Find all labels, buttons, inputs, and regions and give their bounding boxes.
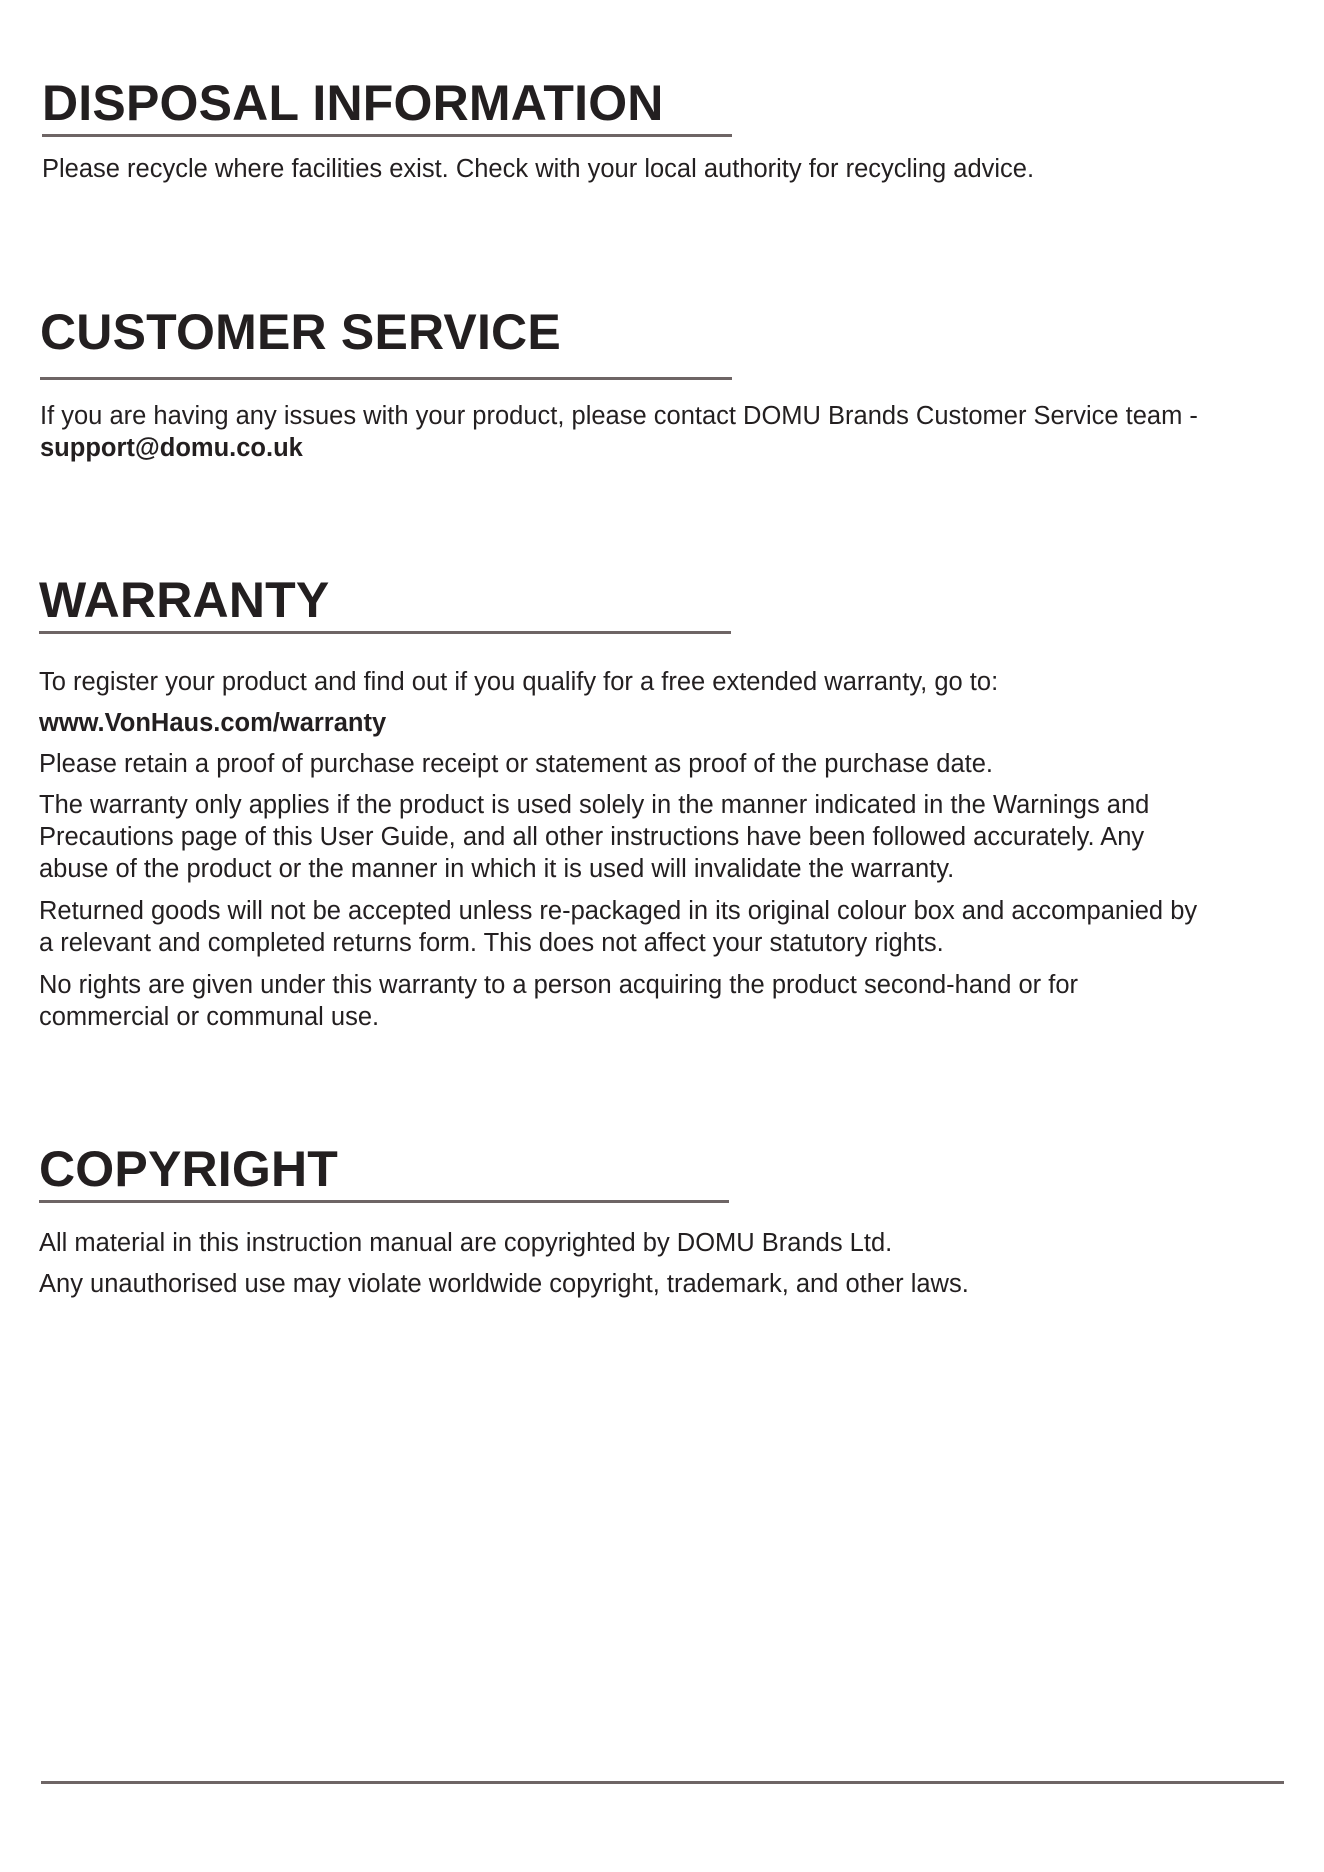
copyright-heading: COPYRIGHT [39,1141,339,1197]
customer-service-text [40,400,1200,464]
copyright-section [39,1140,1199,1300]
warranty-usage-text: The warranty only applies if the product is used solely in the manner indicated in the Warnings and Precautions page of this User Guide, and all other instructions have been followed accurately. Any abuse of the product or the manner in which it is used will invalidate the warranty. [39,791,1150,883]
disposal-heading: DISPOSAL INFORMATION [42,75,664,131]
warranty-returns-text: Returned goods will not be accepted unless re-packaged in its original colour box and accompanied by a relevant and completed returns form. This does not affect your statutory rights. [39,897,1198,957]
customer-service-section [40,303,1200,464]
customer-service-message: If you are having any issues with your product, please contact DOMU Brands Customer Service team - [40,402,1198,430]
warranty-register-text: To register your product and find out if you qualify for a free extended warranty, go to: [39,668,999,696]
copyright-line-1: All material in this instruction manual are copyrighted by DOMU Brands Ltd. [39,1229,893,1257]
warranty-rights-text: No rights are given under this warranty to a person acquiring the product second-hand or for commercial or communal use. [39,971,1079,1031]
support-email: support@domu.co.uk [40,434,303,462]
warranty-url: www.VonHaus.com/warranty [39,709,387,737]
disposal-heading-underline [42,74,732,137]
warranty-heading: WARRANTY [39,572,330,628]
copyright-line-2: Any unauthorised use may violate worldwide copyright, trademark, and other laws. [39,1270,969,1298]
customer-service-heading: CUSTOMER SERVICE [40,304,561,360]
customer-service-heading-underline [40,303,732,380]
disposal-text: Please recycle where facilities exist. Check with your local authority for recycling advice. [42,155,1035,183]
disposal-section [42,74,1202,185]
warranty-proof-text: Please retain a proof of purchase receipt or statement as proof of the purchase date. [39,750,993,778]
warranty-heading-underline [39,571,731,634]
copyright-heading-underline [39,1140,729,1203]
warranty-section [39,571,1199,1033]
footer-divider [41,1781,1284,1784]
